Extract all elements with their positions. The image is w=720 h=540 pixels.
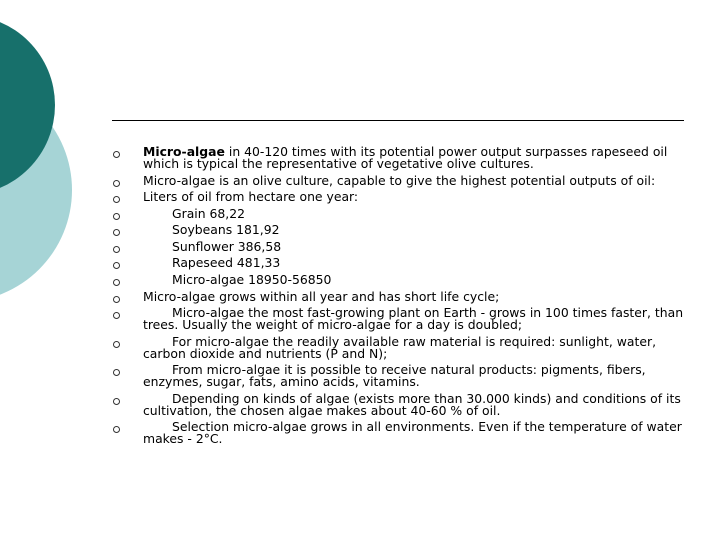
light-teal-circle: [0, 78, 72, 300]
bullet-icon: [113, 213, 120, 220]
bullet-icon: [113, 246, 120, 253]
bullet-icon: [113, 262, 120, 269]
bullet-icon: [113, 196, 120, 203]
list-item: Micro-algae the most fast-growing plant on Earth - grows in 100 times faster, than trees. Usually the weight of micro-algae for a day is doubled;: [112, 307, 687, 331]
list-item: Micro-algae in 40-120 times with its potential power output surpasses rapeseed oil which is typical the representative of vegetative olive cultures.: [112, 146, 687, 170]
list-item: Micro-algae is an olive culture, capable to give the highest potential outputs of oil:: [112, 175, 687, 187]
list-item: Selection micro-algae grows in all environments. Even if the temperature of water makes - 2°C.: [112, 421, 687, 445]
list-item: Sunflower 386,58: [112, 241, 687, 253]
title-divider: [112, 120, 684, 121]
list-item: Micro-algae 18950-56850: [112, 274, 687, 286]
list-item: Liters of oil from hectare one year:: [112, 191, 687, 203]
list-item: Soybeans 181,92: [112, 224, 687, 236]
bullet-icon: [113, 279, 120, 286]
list-item: Grain 68,22: [112, 208, 687, 220]
bullet-list: [112, 146, 687, 450]
bullet-icon: [113, 229, 120, 236]
bullet-icon: [113, 398, 120, 405]
bullet-icon: [113, 180, 120, 187]
list-item: For micro-algae the readily available raw material is required: sunlight, water, carbon dioxide and nutrients (P and N);: [112, 336, 687, 360]
bullet-icon: [113, 312, 120, 319]
bullet-icon: [113, 369, 120, 376]
bullet-icon: [113, 341, 120, 348]
bullet-icon: [113, 151, 120, 158]
bullet-icon: [113, 296, 120, 303]
list-item: Depending on kinds of algae (exists more than 30.000 kinds) and conditions of its cultivation, the chosen algae makes about 40-60 % of oil.: [112, 393, 687, 417]
list-item: Rapeseed 481,33: [112, 257, 687, 269]
list-item: Micro-algae grows within all year and has short life cycle;: [112, 291, 687, 303]
list-item: From micro-algae it is possible to receive natural products: pigments, fibers, enzymes, sugar, fats, amino acids, vitamins.: [112, 364, 687, 388]
dark-teal-circle: [0, 15, 55, 195]
bullet-icon: [113, 426, 120, 433]
